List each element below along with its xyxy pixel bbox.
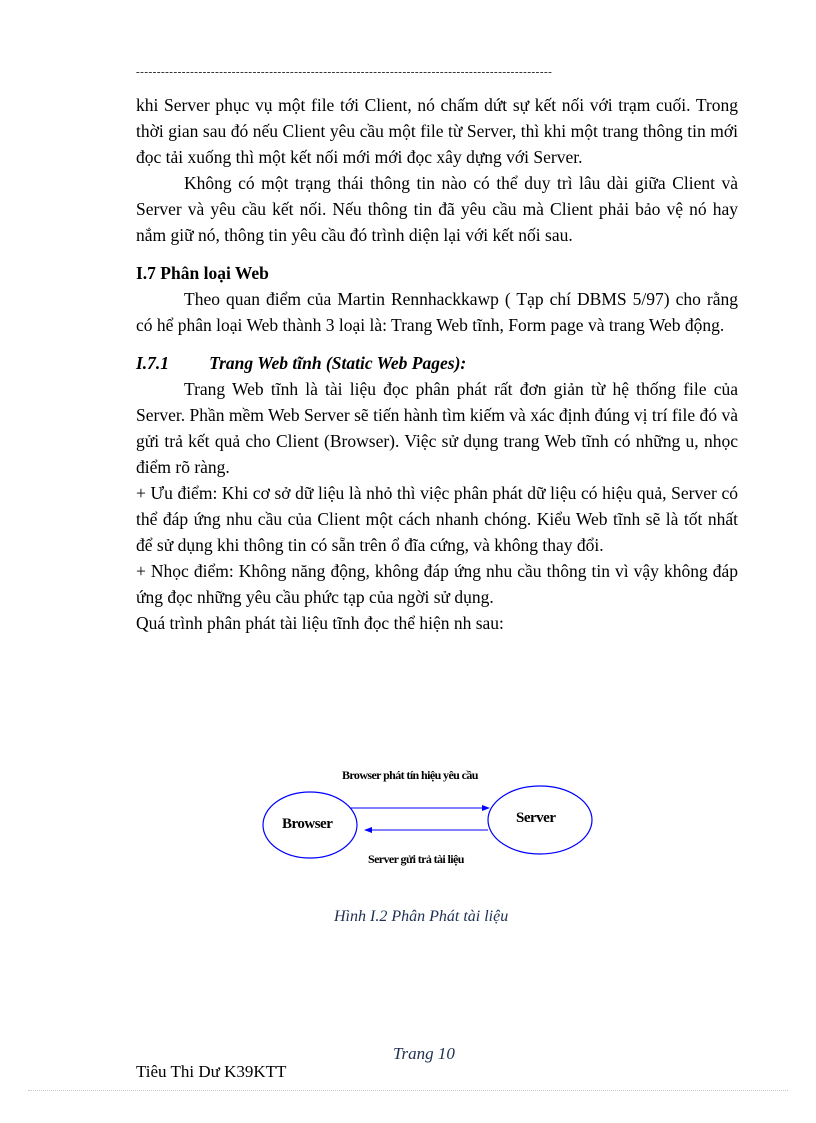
section-heading-text: I.7 Phân loại Web <box>136 263 269 283</box>
figure-caption: Hình I.2 Phân Phát tài liệu <box>334 908 509 925</box>
section-heading-I7 <box>136 260 738 286</box>
paragraph-3: Theo quan điểm của Martin Rennhackkawp ( Tạp chí DBMS 5/97) cho rằng có hể phân loại Web thành 3 loại là: Trang Web tĩnh, Form page và trang Web động. <box>136 289 738 335</box>
response-label: Server gửi trả tài liệu <box>368 852 464 866</box>
request-arrow-head <box>482 805 490 811</box>
paragraph-4: Trang Web tĩnh là tài liệu đọc phân phát rất đơn giản từ hệ thống file của Server. Phần mềm Web Server sẽ tiến hành tìm kiếm và xác định đúng vị trí file đó và gửi trả kết quả cho Client (Browser). Việc sử dụng trang Web tĩnh có những u, nhọc điểm rõ ràng. <box>136 379 738 477</box>
server-node-label: Server <box>516 810 556 826</box>
header-dashed-rule: ---------------------------------------------------------------------------------------------------- <box>136 66 553 78</box>
paragraph-advantages: + Ưu điểm: Khi cơ sở dữ liệu là nhỏ thì việc phân phát dữ liệu có hiệu quả, Server có thể đáp ứng nhu cầu của Client một cách nhanh chóng. Kiểu Web tĩnh sẽ là tốt nhất để sử dụng khi thông tin có sẵn trên ổ đĩa cứng, và không thay đổi. <box>136 483 738 555</box>
subsection-heading-I71 <box>136 350 738 376</box>
footer-author: Tiêu Thi Dư K39KTT <box>136 1062 287 1081</box>
paragraph-process-intro: Quá trình phân phát tài liệu tĩnh đọc thể hiện nh sau: <box>136 613 504 633</box>
request-label: Browser phát tín hiệu yêu cầu <box>342 768 478 782</box>
browser-node-label: Browser <box>282 816 333 832</box>
browser-server-diagram <box>240 762 620 892</box>
response-arrow-head <box>364 827 372 833</box>
document-body <box>136 92 738 636</box>
subsection-number: I.7.1 <box>136 353 170 373</box>
footer-dotted-rule <box>28 1090 788 1091</box>
paragraph-disadvantages: + Nhọc điểm: Không năng động, không đáp ứng nhu cầu thông tin vì vậy không đáp ứng đọc những yêu cầu phức tạp của ngời sử dụng. <box>136 561 738 607</box>
paragraph-1: khi Server phục vụ một file tới Client, nó chấm dứt sự kết nối với trạm cuối. Trong thời gian sau đó nếu Client yêu cầu một file từ Server, thì khi một trang thông tin mới đọc tải xuống thì một kết nối mới mới đọc xây dựng với Server. <box>136 95 738 167</box>
paragraph-2: Không có một trạng thái thông tin nào có thể duy trì lâu dài giữa Client và Server và yêu cầu kết nối. Nếu thông tin đã yêu cầu mà Client phải bảo vệ nó hay nắm giữ nó, thông tin yêu cầu đó trình diện lại với kết nối sau. <box>136 173 738 245</box>
page-number: Trang 10 <box>393 1044 455 1063</box>
subsection-title: Trang Web tĩnh (Static Web Pages): <box>209 353 467 373</box>
